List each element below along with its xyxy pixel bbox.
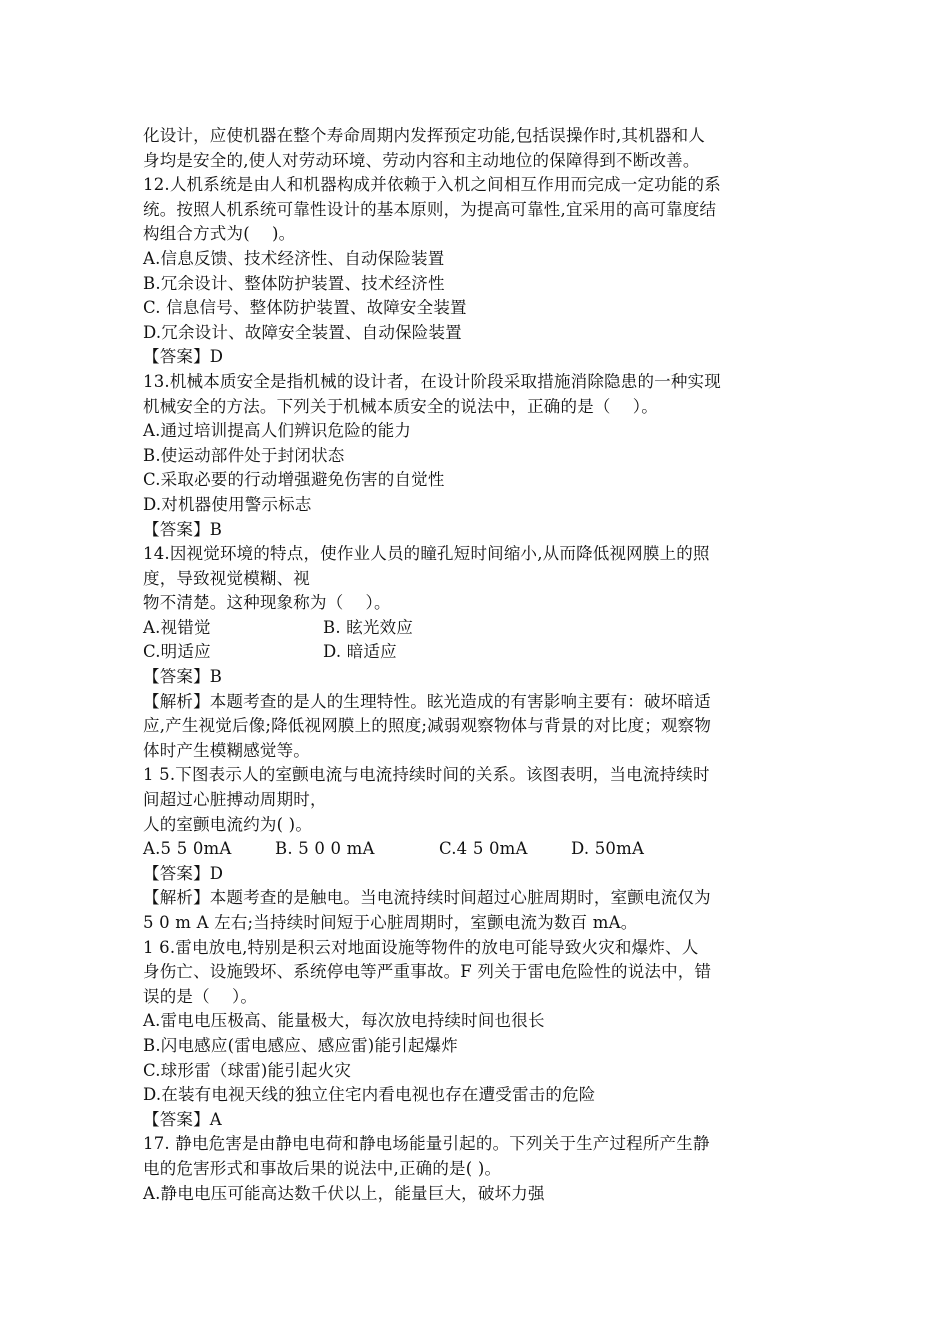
- text-line: 人的室颤电流约为( )。: [143, 814, 313, 834]
- text-line: 【答案】A: [143, 1109, 222, 1129]
- text-line: 17. 静电危害是由静电电荷和静电场能量引起的。下列关于生产过程所产生静: [143, 1134, 710, 1154]
- text-line: D.对机器使用警示标志: [143, 494, 312, 514]
- text-line: 13.机械本质安全是指机械的设计者，在设计阶段采取措施消除隐患的一种实现: [143, 371, 721, 391]
- text-line: 机械安全的方法。下列关于机械本质安全的说法中，正确的是（ ）。: [143, 396, 658, 416]
- text-line: 【解析】本题考查的是触电。当电流持续时间超过心脏周期时，室颤电流仅为: [143, 888, 711, 908]
- q15-options-row: [143, 837, 823, 862]
- text-line: 物不清楚。这种现象称为（ ）。: [143, 593, 391, 613]
- q14-options-row-2: [143, 640, 823, 665]
- text-line: B.冗余设计、整体防护装置、技术经济性: [143, 273, 445, 293]
- text-line: A.静电电压可能高达数千伏以上，能量巨大，破坏力强: [143, 1183, 545, 1203]
- text-line: B.使运动部件处于封闭状态: [143, 445, 345, 465]
- text-line: 1 5.下图表示人的室颤电流与电流持续时间的关系。该图表明，当电流持续时: [143, 765, 710, 785]
- text-line: 构组合方式为( )。: [143, 224, 296, 244]
- text-line: B.闪电感应(雷电感应、感应雷)能引起爆炸: [143, 1035, 458, 1055]
- text-line: 误的是（ ）。: [143, 986, 258, 1006]
- text-line: A.雷电电压极高、能量极大，每次放电持续时间也很长: [143, 1011, 545, 1031]
- text-line: C. 信息信号、整体防护装置、故障安全装置: [143, 298, 467, 318]
- text-line: 电的危害形式和事故后果的说法中,正确的是( )。: [143, 1158, 502, 1178]
- text-line: 【答案】D: [143, 347, 224, 367]
- text-line: 应,产生视觉后像;降低视网膜上的照度;减弱观察物体与背景的对比度；观察物: [143, 716, 712, 736]
- text-line: 间超过心脏搏动周期时，: [143, 790, 327, 810]
- text-line: 【答案】B: [143, 519, 223, 539]
- text-line: D.在装有电视天线的独立住宅内看电视也存在遭受雷击的危险: [143, 1085, 596, 1105]
- text-line: 【答案】D: [143, 863, 224, 883]
- text-line: 化设计，应使机器在整个寿命周期内发挥预定功能,包括误操作时,其机器和人: [143, 126, 705, 145]
- text-line: A.信息反馈、技术经济性、自动保险装置: [143, 248, 445, 268]
- q15-option-a: A.5 5 0mA: [143, 839, 232, 859]
- q14-option-c: C.明适应: [143, 642, 211, 662]
- text-line: 身均是安全的,使人对劳动环境、劳动内容和主动地位的保障得到不断改善。: [143, 150, 700, 170]
- text-block-3: [143, 862, 823, 1206]
- text-block-2: [143, 665, 823, 837]
- text-line: C.采取必要的行动增强避免伤害的自觉性: [143, 470, 445, 490]
- q14-option-a: A.视错觉: [143, 617, 211, 637]
- text-line: 【解析】本题考查的是人的生理特性。眩光造成的有害影响主要有：破坏暗适: [143, 691, 711, 711]
- text-line: 统。按照人机系统可靠性设计的基本原则，为提高可靠性,宜采用的高可靠度结: [143, 199, 717, 219]
- q15-option-c: C.4 5 0mA: [439, 839, 528, 859]
- text-line: 12.人机系统是由人和机器构成并依赖于入机之间相互作用而完成一定功能的系: [143, 175, 721, 195]
- text-line: 身伤亡、设施毁坏、系统停电等严重事故。F 列关于雷电危险性的说法中，错: [143, 962, 712, 982]
- text-line: 14.因视觉环境的特点，使作业人员的瞳孔短时间缩小,从而降低视网膜上的照: [143, 544, 710, 564]
- text-line: A.通过培训提高人们辨识危险的能力: [143, 421, 412, 441]
- text-line: 【答案】B: [143, 667, 223, 687]
- document-page: [143, 124, 823, 1206]
- text-line: D.冗余设计、故障安全装置、自动保险装置: [143, 322, 462, 342]
- text-block-1: [143, 124, 823, 616]
- text-line: 体时产生模糊感觉等。: [143, 740, 310, 760]
- text-line: C.球形雷（球雷)能引起火灾: [143, 1060, 352, 1080]
- q14-option-b: B. 眩光效应: [323, 617, 414, 637]
- q15-option-b: B. 5 0 0 mA: [275, 839, 375, 859]
- text-line: 度，导致视觉模糊、视: [143, 568, 310, 588]
- text-line: 1 6.雷电放电,特别是积云对地面设施等物件的放电可能导致火灾和爆炸、人: [143, 937, 699, 957]
- q14-options-row-1: [143, 616, 823, 641]
- q15-option-d: D. 50mA: [571, 839, 645, 859]
- text-line: 5 0 m A 左右;当持续时间短于心脏周期时，室颤电流为数百 mA。: [143, 913, 638, 932]
- q14-option-d: D. 暗适应: [323, 642, 397, 662]
